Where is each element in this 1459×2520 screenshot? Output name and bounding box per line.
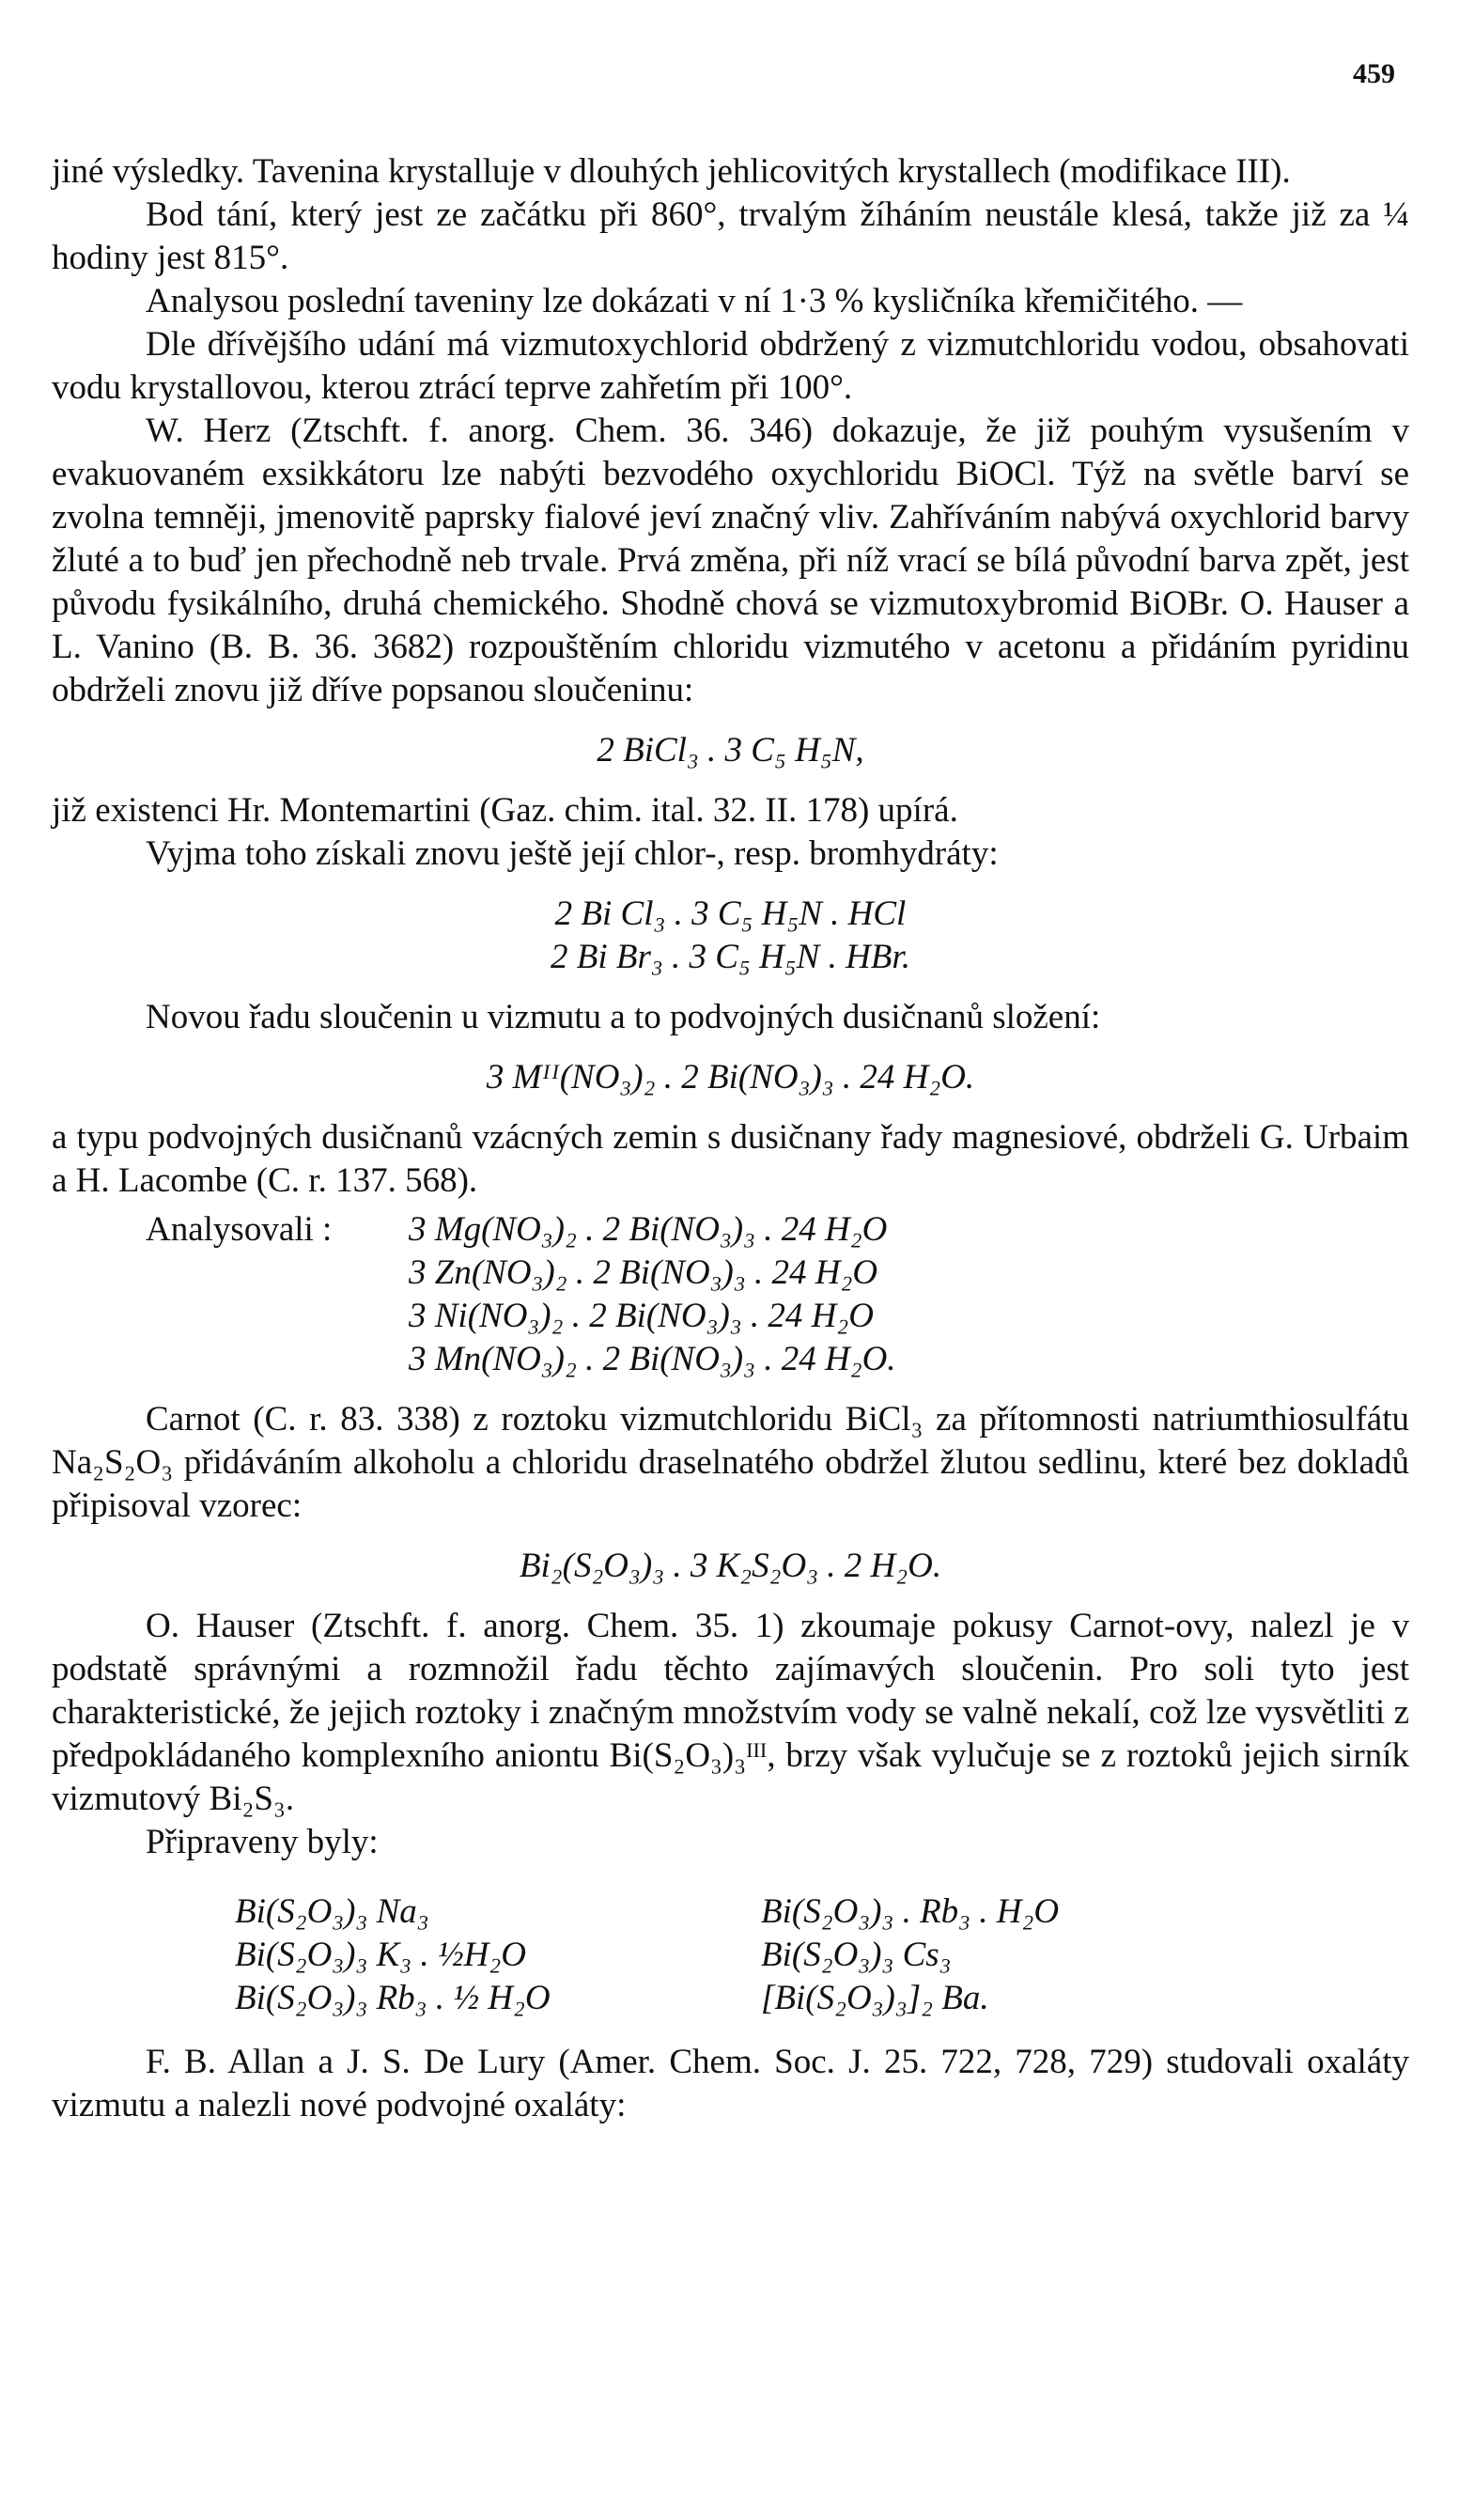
paragraph-3: Analysou poslední taveniny lze dokázati v ní 1·3 % kysličníka křemičitého. — (146, 282, 1243, 320)
formula-double-nitrate: 3 Mᴵᴵ(NO₃)₂ . 2 Bi(NO₃)₃ . 24 H₂O. (486, 1058, 975, 1097)
page-body (52, 150, 1409, 2127)
salt-formula: Bi(S₂O₃)₃ K₃ . ½H₂O (235, 1936, 526, 1974)
formula-hydrates (52, 893, 1409, 979)
analyses-block (52, 1208, 1409, 1381)
salt-formula: Bi(S₂O₃)₃ Rb₃ . ½ H₂O (235, 1979, 551, 2017)
paragraph-urbain: a typu podvojných dusičnanů vzácných zemin s dusičnany řady magnesiové, obdrželi G. Urbaim a H. Lacombe (C. r. 137. 568). (52, 1118, 1409, 1200)
formula-thiosulfate: Bi₂(S₂O₃)₃ . 3 K₂S₂O₃ . 2 H₂O. (519, 1547, 942, 1585)
analysis-formula: 3 Mn(NO₃)₂ . 2 Bi(NO₃)₃ . 24 H₂O. (409, 1340, 896, 1378)
paragraph-2: Bod tání, který jest ze začátku při 860°, trvalým žíháním neustále klesá, takže již za ¼ hodiny jest 815°. (52, 195, 1409, 277)
paragraph-4: Dle dřívějšího udání má vizmutoxychlorid obdržený z vizmutchloridu vodou, obsahovati vodu krystallovou, kterou ztrácí teprve zahřetím při 100°. (52, 325, 1409, 407)
formula-line: 2 Bi Cl₃ . 3 C₅ H₅N . HCl (554, 894, 907, 933)
salt-formula: [Bi(S₂O₃)₃]₂ Ba. (761, 1979, 989, 2017)
paragraph-new-series: Novou řadu sloučenin u vizmutu a to podvojných dusičnanů složení: (146, 998, 1101, 1036)
salt-formula: Bi(S₂O₃)₃ . Rb₃ . H₂O (761, 1892, 1060, 1931)
salts-column-left (235, 1890, 761, 2020)
page-number: 459 (1353, 58, 1395, 89)
salts-column-right (761, 1890, 1287, 2020)
paragraph-hauser: O. Hauser (Ztschft. f. anorg. Chem. 35. 1) zkoumaje pokusy Carnot-ovy, nalezl je v podstatě správnými a rozmnožil řadu těchto zajímavých sloučenin. Pro soli tyto jest charakteristické, že jejich roztoky i značným množstvím vody se valně nekalí, což lze vysvětliti z předpokládaného komplexního aniontu Bi(S₂O₃)₃ᴵᴵᴵ, brzy však vylučuje se z roztoků jejich sirník vizmutový Bi₂S₃. (52, 1607, 1409, 1818)
paragraph-prepared: Připraveny byly: (146, 1823, 379, 1861)
paragraph-5: W. Herz (Ztschft. f. anorg. Chem. 36. 346) dokazuje, že již pouhým vysušením v evakuovaném exsikkátoru lze nabýti bezvodého oxychloridu BiOCl. Týž na světle barví se zvolna temněji, jmenovitě paprsky fialové jeví značný vliv. Zahříváním nabývá oxychlorid barvy žluté a to buď jen přechodně neb trvale. Prvá změna, při níž vrací se bílá původní barva zpět, jest původu fysikálního, druhá chemického. Shodně chová se vizmutoxybromid BiOBr. O. Hauser a L. Vanino (B. B. 36. 3682) rozpouštěním chloridu vizmutého v acetonu a přidáním pyridinu obdrželi znovu již dříve popsanou sloučeninu: (52, 412, 1409, 709)
analysis-formula: 3 Zn(NO₃)₂ . 2 Bi(NO₃)₃ . 24 H₂O (409, 1253, 878, 1292)
paragraph-allan: F. B. Allan a J. S. De Lury (Amer. Chem. Soc. J. 25. 722, 728, 729) studovali oxaláty vizmutu a nalezli nové podvojné oxaláty: (52, 2043, 1409, 2124)
salt-formula: Bi(S₂O₃)₃ Cs₃ (761, 1936, 952, 1974)
paragraph-1: jiné výsledky. Tavenina krystalluje v dlouhých jehlicovitých krystallech (modifikace III). (52, 152, 1291, 191)
paragraph-hydrates: Vyjma toho získali znovu ještě její chlor-, resp. bromhydráty: (146, 834, 999, 873)
analyses-list (409, 1208, 896, 1381)
analysis-formula: 3 Mg(NO₃)₂ . 2 Bi(NO₃)₃ . 24 H₂O (409, 1210, 888, 1249)
analysis-formula: 3 Ni(NO₃)₂ . 2 Bi(NO₃)₃ . 24 H₂O (409, 1297, 874, 1335)
salts-table (52, 1890, 1409, 2020)
formula-line: 2 Bi Br₃ . 3 C₅ H₅N . HBr. (551, 938, 910, 976)
paragraph-carnot: Carnot (C. r. 83. 338) z roztoku vizmutchloridu BiCl₃ za přítomnosti natriumthiosulfátu Na₂S₂O₃ přidáváním alkoholu a chloridu draselnatého obdržel žlutou sedlinu, které bez dokladů připisoval vzorec: (52, 1400, 1409, 1525)
analyses-label: Analysovali : (146, 1210, 333, 1249)
formula-pyridine-compound: 2 BiCl₃ . 3 C₅ H₅N, (597, 731, 864, 770)
paragraph-montemartini: již existenci Hr. Montemartini (Gaz. chim. ital. 32. II. 178) upírá. (52, 791, 958, 830)
salt-formula: Bi(S₂O₃)₃ Na₃ (235, 1892, 429, 1931)
